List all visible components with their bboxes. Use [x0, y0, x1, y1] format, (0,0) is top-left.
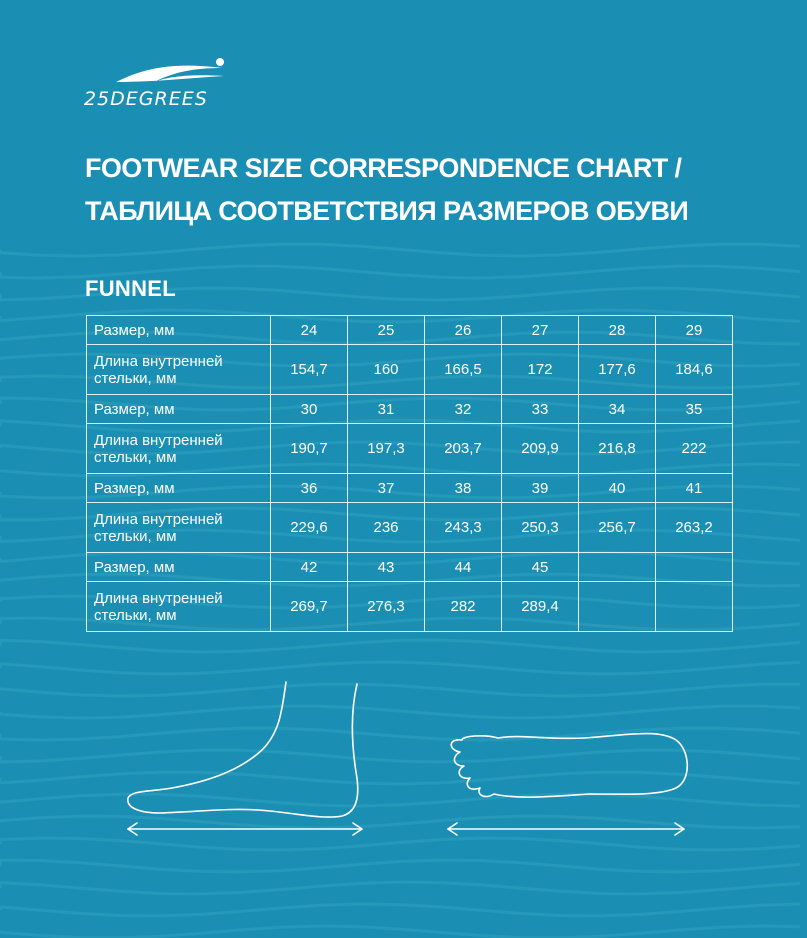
length-cell: 197,3 — [348, 424, 425, 474]
length-cell: 282 — [425, 582, 502, 632]
length-cell: 269,7 — [271, 582, 348, 632]
length-cell: 256,7 — [579, 503, 656, 553]
length-cell: 190,7 — [271, 424, 348, 474]
length-label: Длина внутренней стельки, мм — [87, 345, 271, 395]
length-label: Длина внутренней стельки, мм — [87, 424, 271, 474]
size-label: Размер, мм — [87, 553, 271, 582]
size-cell: 34 — [579, 395, 656, 424]
size-cell: 41 — [656, 474, 733, 503]
brand-logo — [84, 52, 264, 114]
size-row — [87, 474, 733, 503]
size-cell: 40 — [579, 474, 656, 503]
wave-line — [0, 882, 800, 894]
foot-sole-view-icon — [451, 734, 687, 798]
size-cell: 36 — [271, 474, 348, 503]
length-cell: 276,3 — [348, 582, 425, 632]
length-cell: 229,6 — [271, 503, 348, 553]
length-cell: 172 — [502, 345, 579, 395]
size-label: Размер, мм — [87, 316, 271, 345]
length-cell: 160 — [348, 345, 425, 395]
size-cell: 35 — [656, 395, 733, 424]
length-cell — [579, 582, 656, 632]
size-table — [86, 315, 733, 632]
size-cell: 43 — [348, 553, 425, 582]
size-label: Размер, мм — [87, 395, 271, 424]
length-row — [87, 424, 733, 474]
wave-line — [0, 244, 800, 256]
size-cell: 30 — [271, 395, 348, 424]
size-cell: 37 — [348, 474, 425, 503]
wave-line — [0, 640, 800, 652]
length-cell: 166,5 — [425, 345, 502, 395]
size-cell: 38 — [425, 474, 502, 503]
size-cell: 25 — [348, 316, 425, 345]
size-row — [87, 553, 733, 582]
length-cell: 177,6 — [579, 345, 656, 395]
size-cell: 33 — [502, 395, 579, 424]
size-row — [87, 395, 733, 424]
length-cell: 209,9 — [502, 424, 579, 474]
length-label: Длина внутренней стельки, мм — [87, 582, 271, 632]
size-row — [87, 316, 733, 345]
size-cell: 26 — [425, 316, 502, 345]
size-cell — [656, 553, 733, 582]
size-cell: 28 — [579, 316, 656, 345]
page-title-en: FOOTWEAR SIZE CORRESPONDENCE CHART / — [85, 153, 682, 183]
length-row — [87, 503, 733, 553]
size-cell: 24 — [271, 316, 348, 345]
foot-side-view-icon — [128, 682, 358, 817]
size-cell: 44 — [425, 553, 502, 582]
size-label: Размер, мм — [87, 474, 271, 503]
length-cell: 250,3 — [502, 503, 579, 553]
size-cell: 31 — [348, 395, 425, 424]
size-cell: 29 — [656, 316, 733, 345]
length-cell: 222 — [656, 424, 733, 474]
size-cell: 45 — [502, 553, 579, 582]
size-cell: 39 — [502, 474, 579, 503]
size-cell: 27 — [502, 316, 579, 345]
page-title-ru: ТАБЛИЦА СООТВЕТСТВИЯ РАЗМЕРОВ ОБУВИ — [85, 196, 689, 226]
length-cell — [656, 582, 733, 632]
length-label: Длина внутренней стельки, мм — [87, 503, 271, 553]
size-cell: 32 — [425, 395, 502, 424]
double-arrow-icon — [128, 823, 362, 835]
size-cell: 42 — [271, 553, 348, 582]
length-cell: 243,3 — [425, 503, 502, 553]
length-cell: 216,8 — [579, 424, 656, 474]
wave-line — [0, 904, 800, 916]
swimmer-logo-icon — [114, 56, 234, 90]
length-cell: 184,6 — [656, 345, 733, 395]
length-row — [87, 582, 733, 632]
length-cell: 263,2 — [656, 503, 733, 553]
length-cell: 236 — [348, 503, 425, 553]
wave-line — [0, 926, 800, 938]
length-row — [87, 345, 733, 395]
logo-text: 25DEGREES — [84, 88, 208, 110]
size-cell — [579, 553, 656, 582]
length-cell: 154,7 — [271, 345, 348, 395]
foot-illustrations — [0, 670, 807, 870]
double-arrow-icon — [448, 823, 684, 835]
model-name: FUNNEL — [85, 276, 177, 301]
length-cell: 203,7 — [425, 424, 502, 474]
length-cell: 289,4 — [502, 582, 579, 632]
